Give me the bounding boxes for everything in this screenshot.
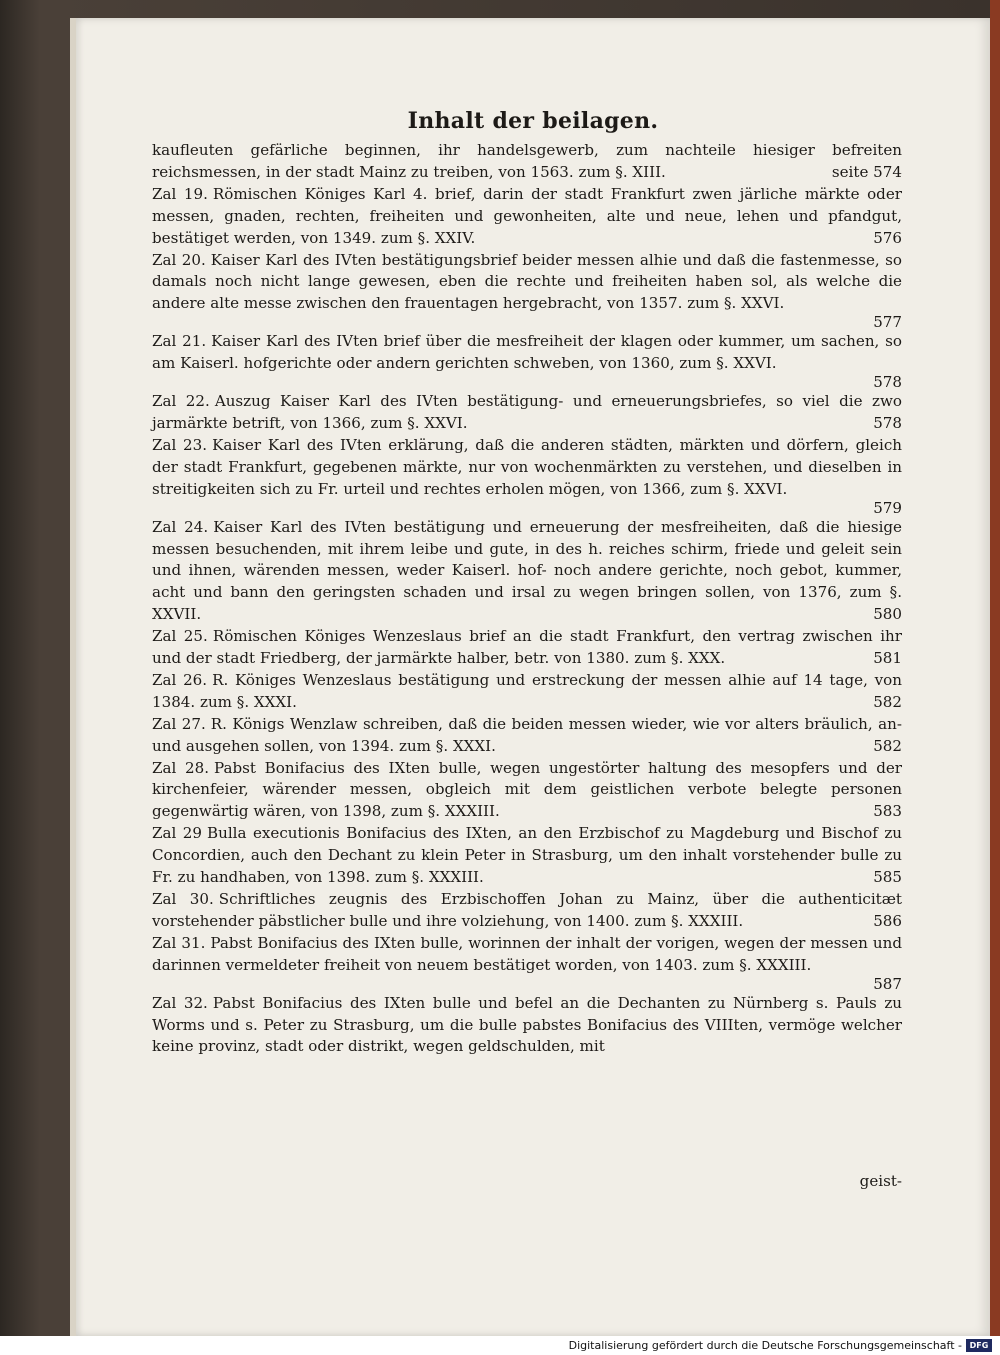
entry-number: Zal 26.: [152, 670, 208, 689]
binding-strip: [990, 0, 1000, 1340]
toc-entry: [152, 889, 902, 933]
toc-entry: [152, 140, 902, 184]
entry-page-number: 585: [873, 868, 902, 887]
toc-entry: [152, 933, 902, 993]
toc-entry: [152, 435, 902, 517]
entry-text: Pabst Bonifacius des IXten bulle, worinnen der inhalt der vorigen, wegen der messen und darinnen vermeldeter freiheit von neuem bestätiget worden, von 1403. zum §. XXXIII.: [152, 933, 902, 974]
footer-bar: [0, 1336, 1000, 1355]
toc-entry: [152, 331, 902, 391]
entry-paragraph: [152, 714, 902, 758]
entry-paragraph: [152, 184, 902, 250]
entry-page-number: 576: [873, 228, 902, 247]
entry-paragraph: [152, 993, 902, 1059]
entry-text: R. Königs Wenzlaw schreiben, daß die beiden messen wieder, wie vor alters bräulich, an- und ausgehen sollen, von 1394. zum §. XXXI.: [152, 714, 902, 755]
entry-paragraph: [152, 391, 902, 435]
entry-text: Kaiser Karl des IVten erklärung, daß die anderen städten, märkten und dörfern, gleich der stadt Frankfurt, gegebenen märkte, nur von wochenmärkten zu verstehen, und dieselben in streitigkeiten sich zu Fr. urteil und rechtes erholen mögen, von 1366, zum §. XXVI.: [152, 435, 902, 498]
entry-page-number: 587: [873, 974, 902, 993]
footer-credit: Digitalisierung gefördert durch die Deutsche Forschungsgemeinschaft -: [568, 1339, 962, 1352]
entry-paragraph: [152, 933, 902, 977]
entry-number: Zal 19.: [152, 184, 208, 203]
entry-page-number: 580: [873, 605, 902, 624]
entry-page-number: 582: [873, 736, 902, 755]
entry-paragraph: [152, 823, 902, 889]
toc-entry: [152, 626, 902, 670]
entry-number: Zal 28.: [152, 758, 210, 777]
entry-paragraph: [152, 758, 902, 824]
toc-entry: [152, 823, 902, 889]
entry-page-number: 579: [873, 498, 902, 517]
toc-entry: [152, 670, 902, 714]
entry-page-number: 578: [873, 413, 902, 432]
entry-paragraph: [152, 626, 902, 670]
toc-entry: [152, 517, 902, 627]
entry-number: Zal 29: [152, 824, 203, 843]
entry-number: Zal 32.: [152, 993, 208, 1012]
entry-paragraph: [152, 517, 902, 627]
entry-page-number: 583: [873, 802, 902, 821]
toc-entry: [152, 184, 902, 250]
toc-entry: [152, 993, 902, 1059]
entry-number: Zal 23.: [152, 435, 208, 454]
toc-entry: [152, 758, 902, 824]
entry-page-number: 578: [873, 373, 902, 392]
entry-number: Zal 30.: [152, 890, 214, 908]
entry-paragraph: [152, 140, 902, 184]
entry-number: Zal 24.: [152, 517, 209, 536]
table-of-contents: [152, 140, 902, 1058]
entry-number: Zal 31.: [152, 933, 206, 952]
entry-page-number: 582: [873, 692, 902, 711]
entry-number: Zal 21.: [152, 332, 207, 351]
toc-entry: [152, 250, 902, 332]
entry-text: kaufleuten gefärliche beginnen, ihr handelsgewerb, zum nachteile hiesiger befreiten reichsmessen, in der stadt Mainz zu treiben, von 1563. zum §. XIII.: [152, 141, 902, 181]
entry-page-number: 586: [873, 911, 902, 930]
entry-number: Zal 27.: [152, 714, 206, 733]
entry-text: Pabst Bonifacius des IXten bulle, wegen ungestörter haltung des mesopfers und der kirchenfeier, wärender messen, obgleich mit dem geistlichen verbote belegte personen gegenwärtig wären, von 1398, zum §. XXXIII.: [152, 758, 903, 821]
entry-paragraph: [152, 250, 902, 316]
entry-number: Zal 22.: [152, 392, 210, 411]
entry-text: Schriftliches zeugnis des Erzbischoffen Johan zu Mainz, über die authenticitæt vorstehender päbstlicher bulle und ihre volziehung, von 1400. zum §. XXXIII.: [152, 890, 902, 930]
entry-page-number: seite 574: [831, 162, 902, 181]
entry-number: Zal 20.: [152, 250, 206, 269]
entry-paragraph: [152, 435, 902, 501]
entry-text: Bulla executionis Bonifacius des IXten, an den Erzbischof zu Magdeburg und Bischof zu Concordien, auch den Dechant zu klein Peter in Strasburg, um den inhalt vorstehender bulle zu Fr. zu handhaben, von 1398. zum §. XXXIII.: [152, 824, 902, 887]
entry-text: Pabst Bonifacius des IXten bulle und befel an die Dechanten zu Nürnberg s. Pauls zu Worms und s. Peter zu Strasburg, um die bulle pabstes Bonifacius des VIIIten, vermöge welcher keine provinz, stadt oder distrikt, wegen geldschulden, mit: [152, 993, 902, 1056]
entry-paragraph: [152, 670, 902, 714]
entry-number: Zal 25.: [152, 627, 208, 646]
entry-text: Römischen Königes Wenzeslaus brief an die stadt Frankfurt, den vertrag zwischen ihr und der stadt Friedberg, der jarmärkte halber, betr. von 1380. zum §. XXX.: [152, 627, 902, 668]
dfg-logo: DFG: [966, 1339, 992, 1352]
entry-text: Kaiser Karl des IVten brief über die mesfreiheit der klagen oder kummer, um sachen, so am Kaiserl. hofgerichte oder andern gerichten schweben, von 1360, zum §. XXVI.: [152, 332, 902, 373]
entry-paragraph: [152, 889, 902, 933]
entry-paragraph: [152, 331, 902, 375]
entry-page-number: 581: [873, 649, 902, 668]
entry-text: Kaiser Karl des IVten bestätigungsbrief beider messen alhie und daß die fastenmesse, so damals noch nicht lange gewesen, eben die rechte und freiheiten haben sol, als welche die andere alte messe zwischen den frauentagen hergebracht, von 1357. zum §. XXVI.: [152, 250, 903, 313]
page-heading: Inhalt der beilagen.: [407, 108, 659, 134]
toc-entry: [152, 391, 902, 435]
entry-text: R. Königes Wenzeslaus bestätigung und erstreckung der messen alhie auf 14 tage, von 1384. zum §. XXXI.: [152, 670, 902, 711]
entry-page-number: 577: [873, 313, 902, 332]
entry-text: Römischen Königes Karl 4. brief, darin der stadt Frankfurt zwen järliche märkte oder messen, gnaden, rechten, freiheiten und gewonheiten, alte und neue, lehen und pfandgut, bestätiget werden, von 1349. zum §. XXIV.: [152, 184, 902, 247]
entry-text: Auszug Kaiser Karl des IVten bestätigung- und erneuerungsbriefes, so viel die zwo jarmärkte betrift, von 1366, zum §. XXVI.: [152, 392, 902, 432]
entry-text: Kaiser Karl des IVten bestätigung und erneuerung der mesfreiheiten, daß die hiesige messen besuchenden, mit ihrem leibe und gute, in des h. reiches schirm, friede und geleit sein und ihnen, wärenden messen, weder Kaiserl. hof- noch andere gerichte, noch gebot, kummer, acht und bann den geringsten schaden und irsal zu wegen bringen sollen, von 1376, zum §. XXVII.: [152, 517, 902, 624]
catchword: geist-: [859, 1172, 902, 1190]
toc-entry: [152, 714, 902, 758]
